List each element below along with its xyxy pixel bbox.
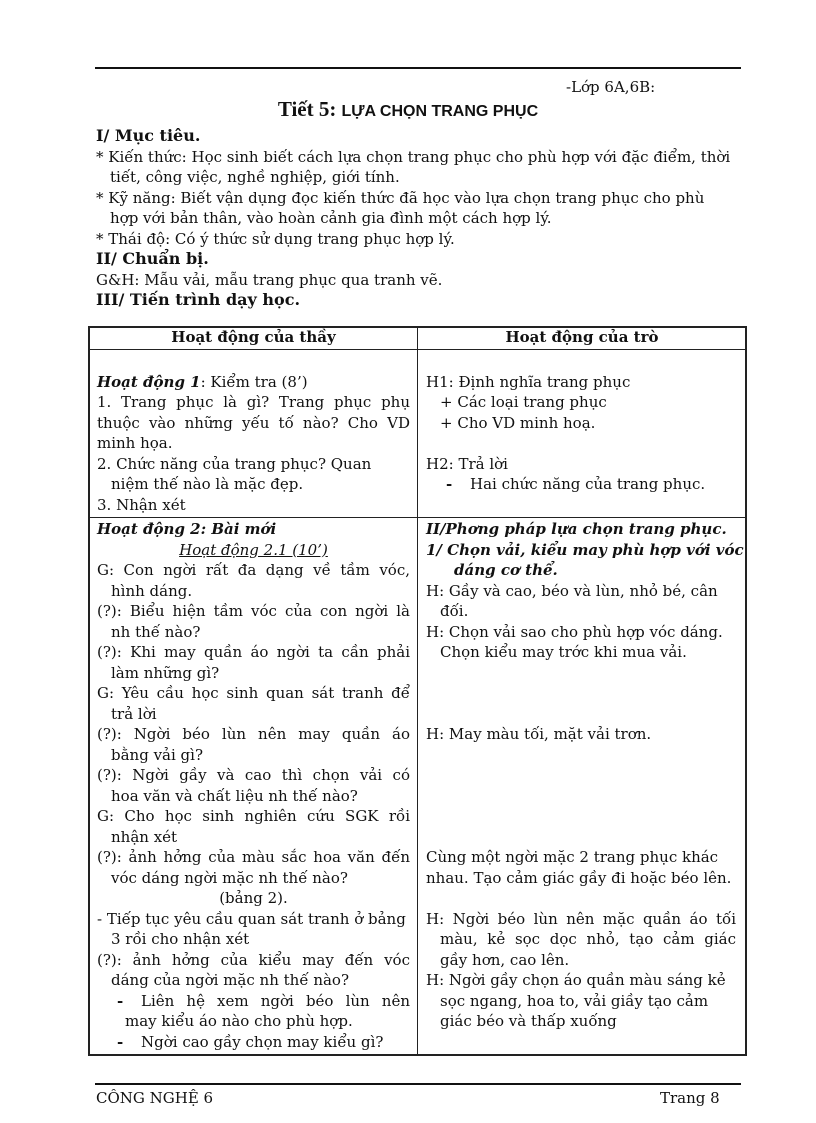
text-line: nh thế nào? <box>111 622 201 641</box>
text-line: Chọn kiểu may trớc khi mua vải. <box>440 643 687 661</box>
text-line: - Tiếp tục yêu cầu quan sát tranh ở bảng <box>97 909 406 928</box>
text-line: gầy hơn, cao lên. <box>440 950 570 969</box>
text-line: 3 rồi cho nhận xét <box>111 930 250 948</box>
text-line: làm những gì? <box>111 663 220 682</box>
text-line: III/ Tiến trình dạy học. <box>96 290 301 309</box>
text-line <box>426 888 736 909</box>
text-line <box>426 663 736 684</box>
text-line: màu, kẻ sọc dọc nhỏ, tạo cảm giác <box>440 930 736 948</box>
text-line: Cùng một ngời mặc 2 trang phục khác <box>426 848 719 866</box>
text-line: H: May màu tối, mặt vải trơn. <box>426 725 652 743</box>
row1-teacher-cell <box>97 351 410 515</box>
text-line <box>426 806 736 827</box>
top-rule <box>95 67 741 69</box>
row2-teacher-cell <box>97 519 410 1052</box>
text-line: (?): ảnh hởng của màu sắc hoa văn đến <box>97 848 410 866</box>
text-line: 1. Trang phục là gì? Trang phục phụ <box>97 393 410 411</box>
text-line: II/Phơng pháp lựa chọn trang phục. <box>426 520 727 538</box>
text-line: minh họa. <box>97 434 173 452</box>
text-line <box>97 351 410 372</box>
text-line: hình dáng. <box>111 581 193 600</box>
student-column-header: Hoạt động của trò <box>505 328 659 346</box>
bottom-rule <box>95 1083 741 1085</box>
lesson-number: Tiết 5: <box>277 97 337 121</box>
text-line: H: Gầy và cao, béo và lùn, nhỏ bé, cân <box>426 581 718 600</box>
intro-section <box>96 126 746 311</box>
text-line <box>426 704 736 725</box>
text-line <box>426 351 736 372</box>
text-line: giác béo và thấp xuống <box>440 1012 617 1030</box>
lesson-name: LỰA CHỌN TRANG PHỤC <box>341 103 539 120</box>
text-line: tiết, công việc, nghề nghiệp, giới tính. <box>110 168 400 186</box>
text-line: nhau. Tạo cảm giác gầy đi hoặc béo lên. <box>426 868 732 887</box>
text-line <box>426 745 736 766</box>
text-line: - Hai chức năng của trang phục. <box>446 475 706 493</box>
text-line: (?): Ngời gầy và cao thì chọn vải có <box>97 766 410 784</box>
text-line: H: Ngời gầy chọn áo quần màu sáng kẻ <box>426 971 726 989</box>
text-line: niệm thế nào là mặc đẹp. <box>111 475 304 493</box>
text-line: dáng cơ thể. <box>454 561 558 579</box>
text-line: I/ Mục tiêu. <box>96 126 201 145</box>
column-divider <box>417 326 418 1056</box>
text-line: dáng của ngời mặc nh thế nào? <box>111 971 349 989</box>
text-line: nhận xét <box>111 827 178 846</box>
text-line: Hoạt động 1: Kiểm tra (8’) <box>97 372 308 391</box>
header-divider <box>88 349 747 350</box>
text-line: H2: Trả lời <box>426 454 508 473</box>
text-line: + Cho VD minh hoạ. <box>440 413 596 432</box>
text-line: 3. Nhận xét <box>97 495 186 514</box>
text-line <box>426 765 736 786</box>
row-divider <box>88 517 747 518</box>
text-line: 1/ Chọn vải, kiểu may phù hợp với vóc <box>426 540 744 559</box>
text-line: thuộc vào những yếu tố nào? Cho VD <box>97 413 410 432</box>
class-line: -Lớp 6A,6B: <box>566 78 656 96</box>
bullet-dash: - <box>446 475 453 493</box>
text-line <box>426 683 736 704</box>
text-line: may kiểu áo nào cho phù hợp. <box>125 1012 353 1030</box>
row1-student-cell <box>426 351 736 495</box>
text-line <box>426 786 736 807</box>
text-line: G: Yêu cầu học sinh quan sát tranh để <box>97 684 410 702</box>
text-line: - Ngời cao gầy chọn may kiểu gì? <box>117 1032 384 1051</box>
text-line: G: Cho học sinh nghiên cứu SGK rồi <box>97 807 410 825</box>
text-line: Hoạt động 2.1 (10’) <box>179 540 328 559</box>
text-line <box>426 433 736 454</box>
text-line: * Kiến thức: Học sinh biết cách lựa chọn trang phục cho phù hợp với đặc điểm, thời <box>96 147 731 166</box>
text-line: + Các loại trang phục <box>440 393 607 411</box>
text-line: trả lời <box>111 704 157 723</box>
footer-page-number: Trang 8 <box>660 1089 720 1107</box>
text-line: đối. <box>440 602 469 620</box>
text-line <box>426 827 736 848</box>
text-line: hoa văn và chất liệu nh thế nào? <box>111 786 358 805</box>
text-line: hợp với bản thân, vào hoàn cảnh gia đình một cách hợp lý. <box>110 209 552 227</box>
text-line: G&H: Mẫu vải, mẫu trang phục qua tranh vẽ. <box>96 270 443 289</box>
text-line: (bảng 2). <box>219 889 288 907</box>
text-line: - Liên hệ xem ngời béo lùn nên <box>117 991 410 1010</box>
text-line: * Kỹ năng: Biết vận dụng đọc kiến thức đã học vào lựa chọn trang phục cho phù <box>96 188 705 207</box>
lesson-title <box>0 97 816 122</box>
text-line: vóc dáng ngời mặc nh thế nào? <box>111 868 348 887</box>
bullet-dash: - <box>117 1032 124 1051</box>
text-line: 2. Chức năng của trang phục? Quan <box>97 454 372 473</box>
teacher-column-header: Hoạt động của thầy <box>171 328 336 346</box>
text-line: * Thái độ: Có ý thức sử dụng trang phục hợp lý. <box>96 229 455 248</box>
text-line: H1: Định nghĩa trang phục <box>426 372 631 391</box>
text-line: (?): Biểu hiện tầm vóc của con ngời là <box>97 602 410 620</box>
text-line: G: Con ngời rất đa dạng về tầm vóc, <box>97 561 410 579</box>
bullet-dash: - <box>117 991 124 1010</box>
text-line: H: Chọn vải sao cho phù hợp vóc dáng. <box>426 622 723 641</box>
text-line: bằng vải gì? <box>111 745 203 764</box>
text-line: (?): ảnh hởng của kiểu may đến vóc <box>97 950 410 969</box>
row2-student-cell <box>426 519 744 1032</box>
text-line: (?): Ngời béo lùn nên may quần áo <box>97 725 410 743</box>
footer-subject: CÔNG NGHỆ 6 <box>96 1089 214 1107</box>
text-line: II/ Chuẩn bị. <box>96 249 209 268</box>
text-line: sọc ngang, hoa to, vải giầy tạo cảm <box>440 991 709 1010</box>
text-line: Hoạt động 2: Bài mới <box>97 520 277 538</box>
text-line: (?): Khi may quần áo ngời ta cần phải <box>97 643 410 661</box>
text-line: H: Ngời béo lùn nên mặc quần áo tối <box>426 909 736 928</box>
